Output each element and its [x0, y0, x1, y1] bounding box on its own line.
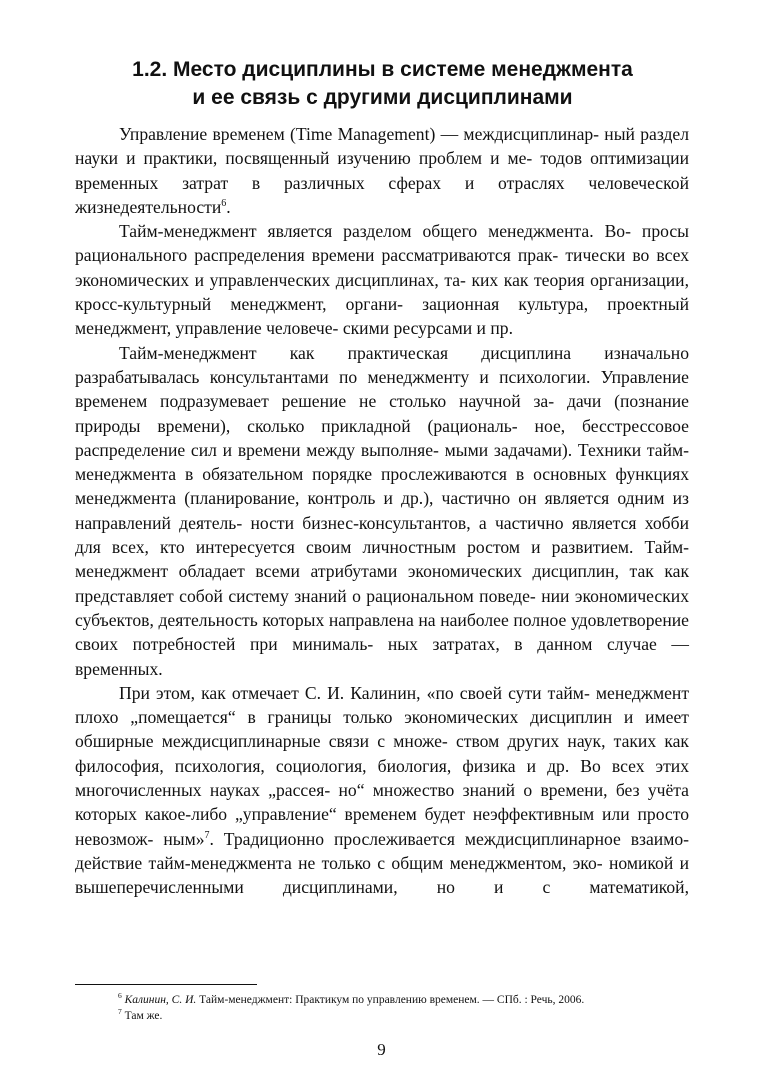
paragraph-line: разрабатывалась консультантами по менеджменту и психологии.: [75, 366, 591, 387]
paragraph-line: При этом, как отмечает С. И. Калинин, «по своей сути тайм-: [119, 682, 590, 703]
paragraph-line: зационная культура, проектный менеджмент, управление человече-: [75, 294, 689, 339]
section-heading-line-2: и ее связь с другими дисциплинами: [192, 86, 573, 109]
footnote-7: [118, 1008, 708, 1024]
paragraph-line: контроль и др.), частично он является одним из направлений деятель-: [75, 488, 689, 533]
paragraph-line: ное, бесстрессовое распределение сил и времени между выполняе-: [75, 415, 689, 460]
paragraph-line: ный раздел науки и практики, посвященный изучению проблем и ме-: [75, 124, 689, 169]
paragraph-line: ных затратах, в данном случае — временных.: [75, 634, 689, 679]
paragraph-line: ности бизнес-консультантов, а частично является хобби для всех, кто: [75, 512, 689, 558]
paragraph-line: Тайм-менеджмент как практическая дисциплина изначально: [119, 342, 689, 363]
paragraph-line: дисциплин и имеет обширные междисциплинарные связи с множе-: [75, 707, 689, 752]
footnote-divider: [75, 984, 257, 985]
paragraph-line: просы рационального распределения времени рассматриваются прак-: [75, 221, 689, 266]
paragraph-line: человеческой жизнедеятельности: [75, 172, 689, 217]
paragraph-line: менеджмент плохо „помещается“ в границы только экономических: [75, 682, 690, 728]
paragraph-line: ких как теория организации, кросс-культурный менеджмент, органи-: [75, 269, 689, 315]
footnote-ref-7: 7: [204, 829, 210, 841]
paragraph-line: . Традиционно прослеживается междисциплинарное взаимо-: [209, 828, 689, 849]
paragraph-line: Управление временем (Time Management) — междисциплинар-: [119, 124, 600, 144]
footnote-number: 7: [118, 1007, 122, 1017]
paragraph-line: биология, физика и др. Во всех этих многочисленных науках „рассея-: [75, 755, 689, 801]
paragraph-line: так как представляет собой систему знаний о рациональном поведе-: [75, 561, 690, 606]
paragraph-line: номикой и вышеперечисленными дисциплинами, но и с математикой,: [75, 852, 690, 898]
main-text: [75, 122, 689, 900]
footnote-ref-6: 6: [221, 198, 227, 210]
paragraph-line: ством других наук, таких как философия, психология, социология,: [75, 731, 689, 776]
paragraph-line: дачи (познание природы времени), сколько прикладной (рациональ-: [75, 391, 689, 436]
paragraph-line: нии экономических субъектов, деятельность которых направлена на: [75, 585, 689, 630]
paragraph-line: Управление временем подразумевает решение не столько научной за-: [75, 366, 689, 412]
paragraph-line: Тайм-менеджмент является разделом общего менеджмента. Во-: [119, 221, 631, 242]
paragraph-line: скими ресурсами и пр.: [342, 318, 513, 339]
paragraph-line: мыми задачами). Техники тайм-менеджмента в обязательном порядке: [75, 439, 690, 485]
footnote-text: Там же.: [121, 1010, 163, 1022]
paragraph-line: менеджмент обладает всеми атрибутами экономических дисциплин,: [75, 561, 619, 582]
paragraph-1: Управление временем (Time Management) — междисциплинар- ный раздел науки и практики, посвященный изучению проблем и ме- тодов оптимизации временных затрат в различных сферах и отраслях человеческой жизнедеятельности$^6$.: [75, 124, 689, 217]
paragraph-line: интересуется своим личностным ростом и развитием. Тайм-: [195, 537, 689, 558]
footnote-author: Калинин, С. И.: [124, 994, 197, 1006]
paragraph-line: тически во всех экономических и управленческих дисциплинах, та-: [75, 245, 689, 290]
footnotes: [118, 992, 708, 1024]
footnote-6: [118, 992, 708, 1008]
paragraph-line: ным»: [163, 828, 205, 849]
paragraph-line: но“ множество знаний о времени, без учёта которых какое-либо: [75, 780, 689, 825]
paragraph-line: „управление“ временем будет неэффективным или просто невозмож-: [75, 804, 689, 849]
paragraph-3: [75, 341, 689, 681]
paragraph-line: наиболее полное удовлетворение своих потребностей при минималь-: [75, 609, 689, 655]
footnote-number: 6: [118, 991, 122, 1001]
section-heading: [60, 56, 705, 112]
paragraph-4: [75, 681, 689, 900]
paragraph-line: прослеживаются в основных функциях менеджмента (планирование,: [75, 464, 689, 509]
paragraph-2: [75, 219, 689, 340]
footnote-text: Тайм-менеджмент: Практикум по управлению временем. — СПб. : Речь, 2006.: [196, 994, 585, 1006]
section-heading-line-1: 1.2. Место дисциплины в системе менеджмента: [132, 58, 633, 81]
page-number: 9: [377, 1040, 386, 1059]
paragraph-line: действие тайм-менеджмента не только с общим менеджментом, эко-: [75, 852, 603, 873]
paragraph-line: тодов оптимизации временных затрат в различных сферах и отраслях: [75, 148, 689, 193]
